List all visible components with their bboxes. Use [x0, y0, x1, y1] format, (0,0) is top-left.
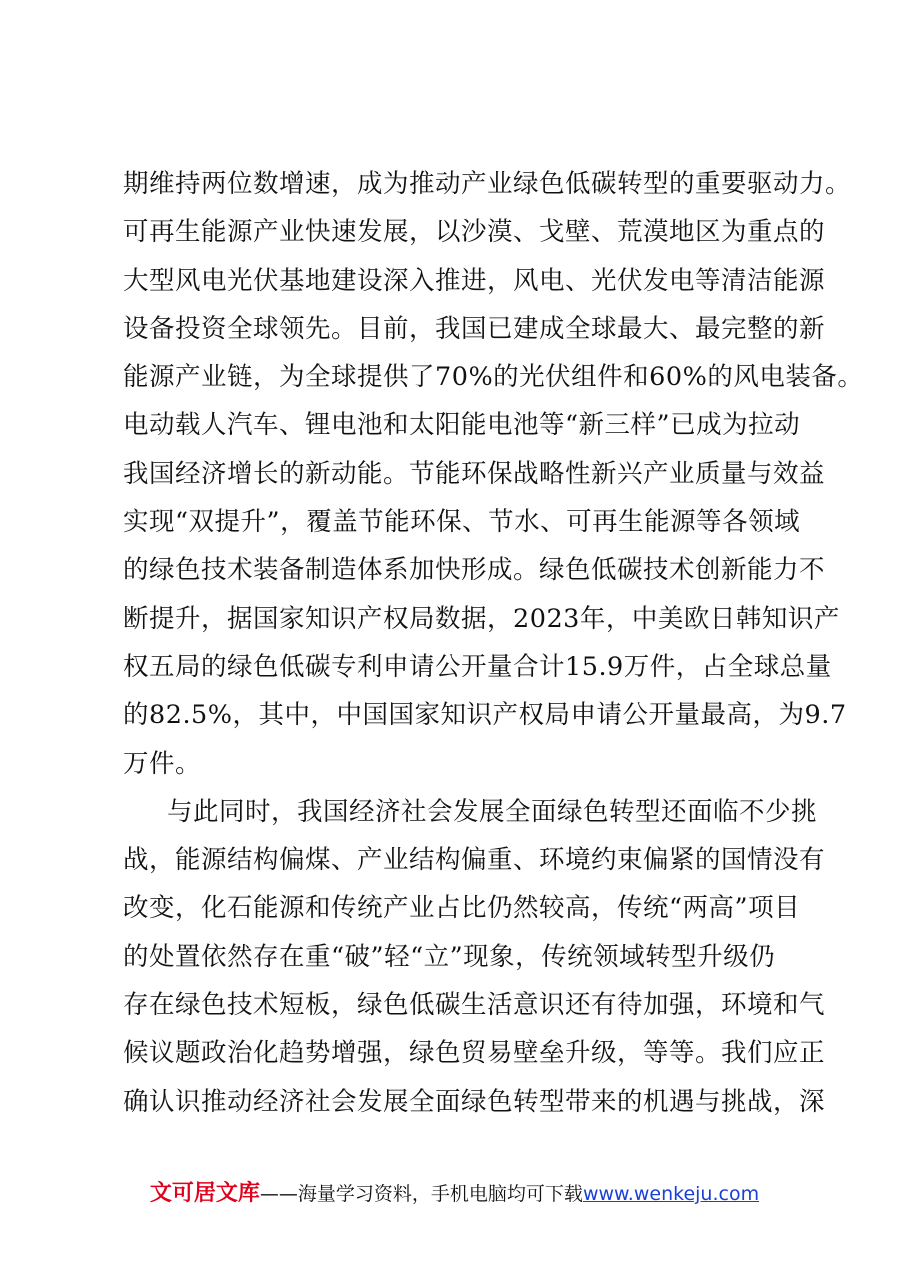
document-body — [123, 160, 864, 1126]
page-footer — [0, 1176, 909, 1207]
text-line: 断提升，据国家知识产权局数据，2023年，中美欧日韩知识产 — [123, 603, 840, 634]
text-line: 存在绿色技术短板，绿色低碳生活意识还有待加强，环境和气 — [123, 990, 826, 1021]
paragraph-2 — [123, 788, 826, 1126]
text-line: 可再生能源产业快速发展，以沙漠、戈壁、荒漠地区为重点的 — [123, 217, 826, 248]
text-line: 我国经济增长的新动能。节能环保战略性新兴产业质量与效益 — [123, 458, 826, 489]
text-line: 的82.5%，其中，中国国家知识产权局申请公开量最高，为9.7 — [123, 700, 847, 731]
text-line: 电动载人汽车、锂电池和太阳能电池等“新三样”已成为拉动 — [123, 410, 801, 441]
text-line: 改变，化石能源和传统产业占比仍然较高，传统“两高”项目 — [123, 893, 801, 924]
text-line: 实现“双提升”，覆盖节能环保、节水、可再生能源等各领域 — [123, 507, 801, 538]
text-line: 战，能源结构偏煤、产业结构偏重、环境约束偏紧的国情没有 — [123, 845, 826, 876]
footer-tagline: ——海量学习资料，手机电脑均可下载 — [259, 1183, 583, 1205]
text-line: 的处置依然存在重“破”轻“立”现象，传统领域转型升级仍 — [123, 941, 776, 972]
text-line: 万件。 — [123, 748, 202, 779]
footer-website-link[interactable]: www.wenkeju.com — [582, 1183, 760, 1205]
text-line: 大型风电光伏基地建设深入推进，风电、光伏发电等清洁能源 — [123, 265, 826, 296]
text-line: 候议题政治化趋势增强，绿色贸易壁垒升级，等等。我们应正 — [123, 1038, 826, 1069]
text-line: 与此同时，我国经济社会发展全面绿色转型还面临不少挑 — [167, 796, 818, 827]
text-line: 的绿色技术装备制造体系加快形成。绿色低碳技术创新能力不 — [123, 555, 826, 586]
paragraph-1 — [123, 160, 864, 788]
text-line: 能源产业链，为全球提供了70%的光伏组件和60%的风电装备。 — [123, 362, 864, 393]
footer-brand: 文可居文库 — [149, 1181, 260, 1206]
text-line: 期维持两位数增速，成为推动产业绿色低碳转型的重要驱动力。 — [123, 169, 852, 199]
text-line: 确认识推动经济社会发展全面绿色转型带来的机遇与挑战，深 — [123, 1086, 826, 1117]
text-line: 设备投资全球领先。目前，我国已建成全球最大、最完整的新 — [123, 313, 826, 344]
text-line: 权五局的绿色低碳专利申请公开量合计15.9万件，占全球总量 — [123, 651, 832, 682]
